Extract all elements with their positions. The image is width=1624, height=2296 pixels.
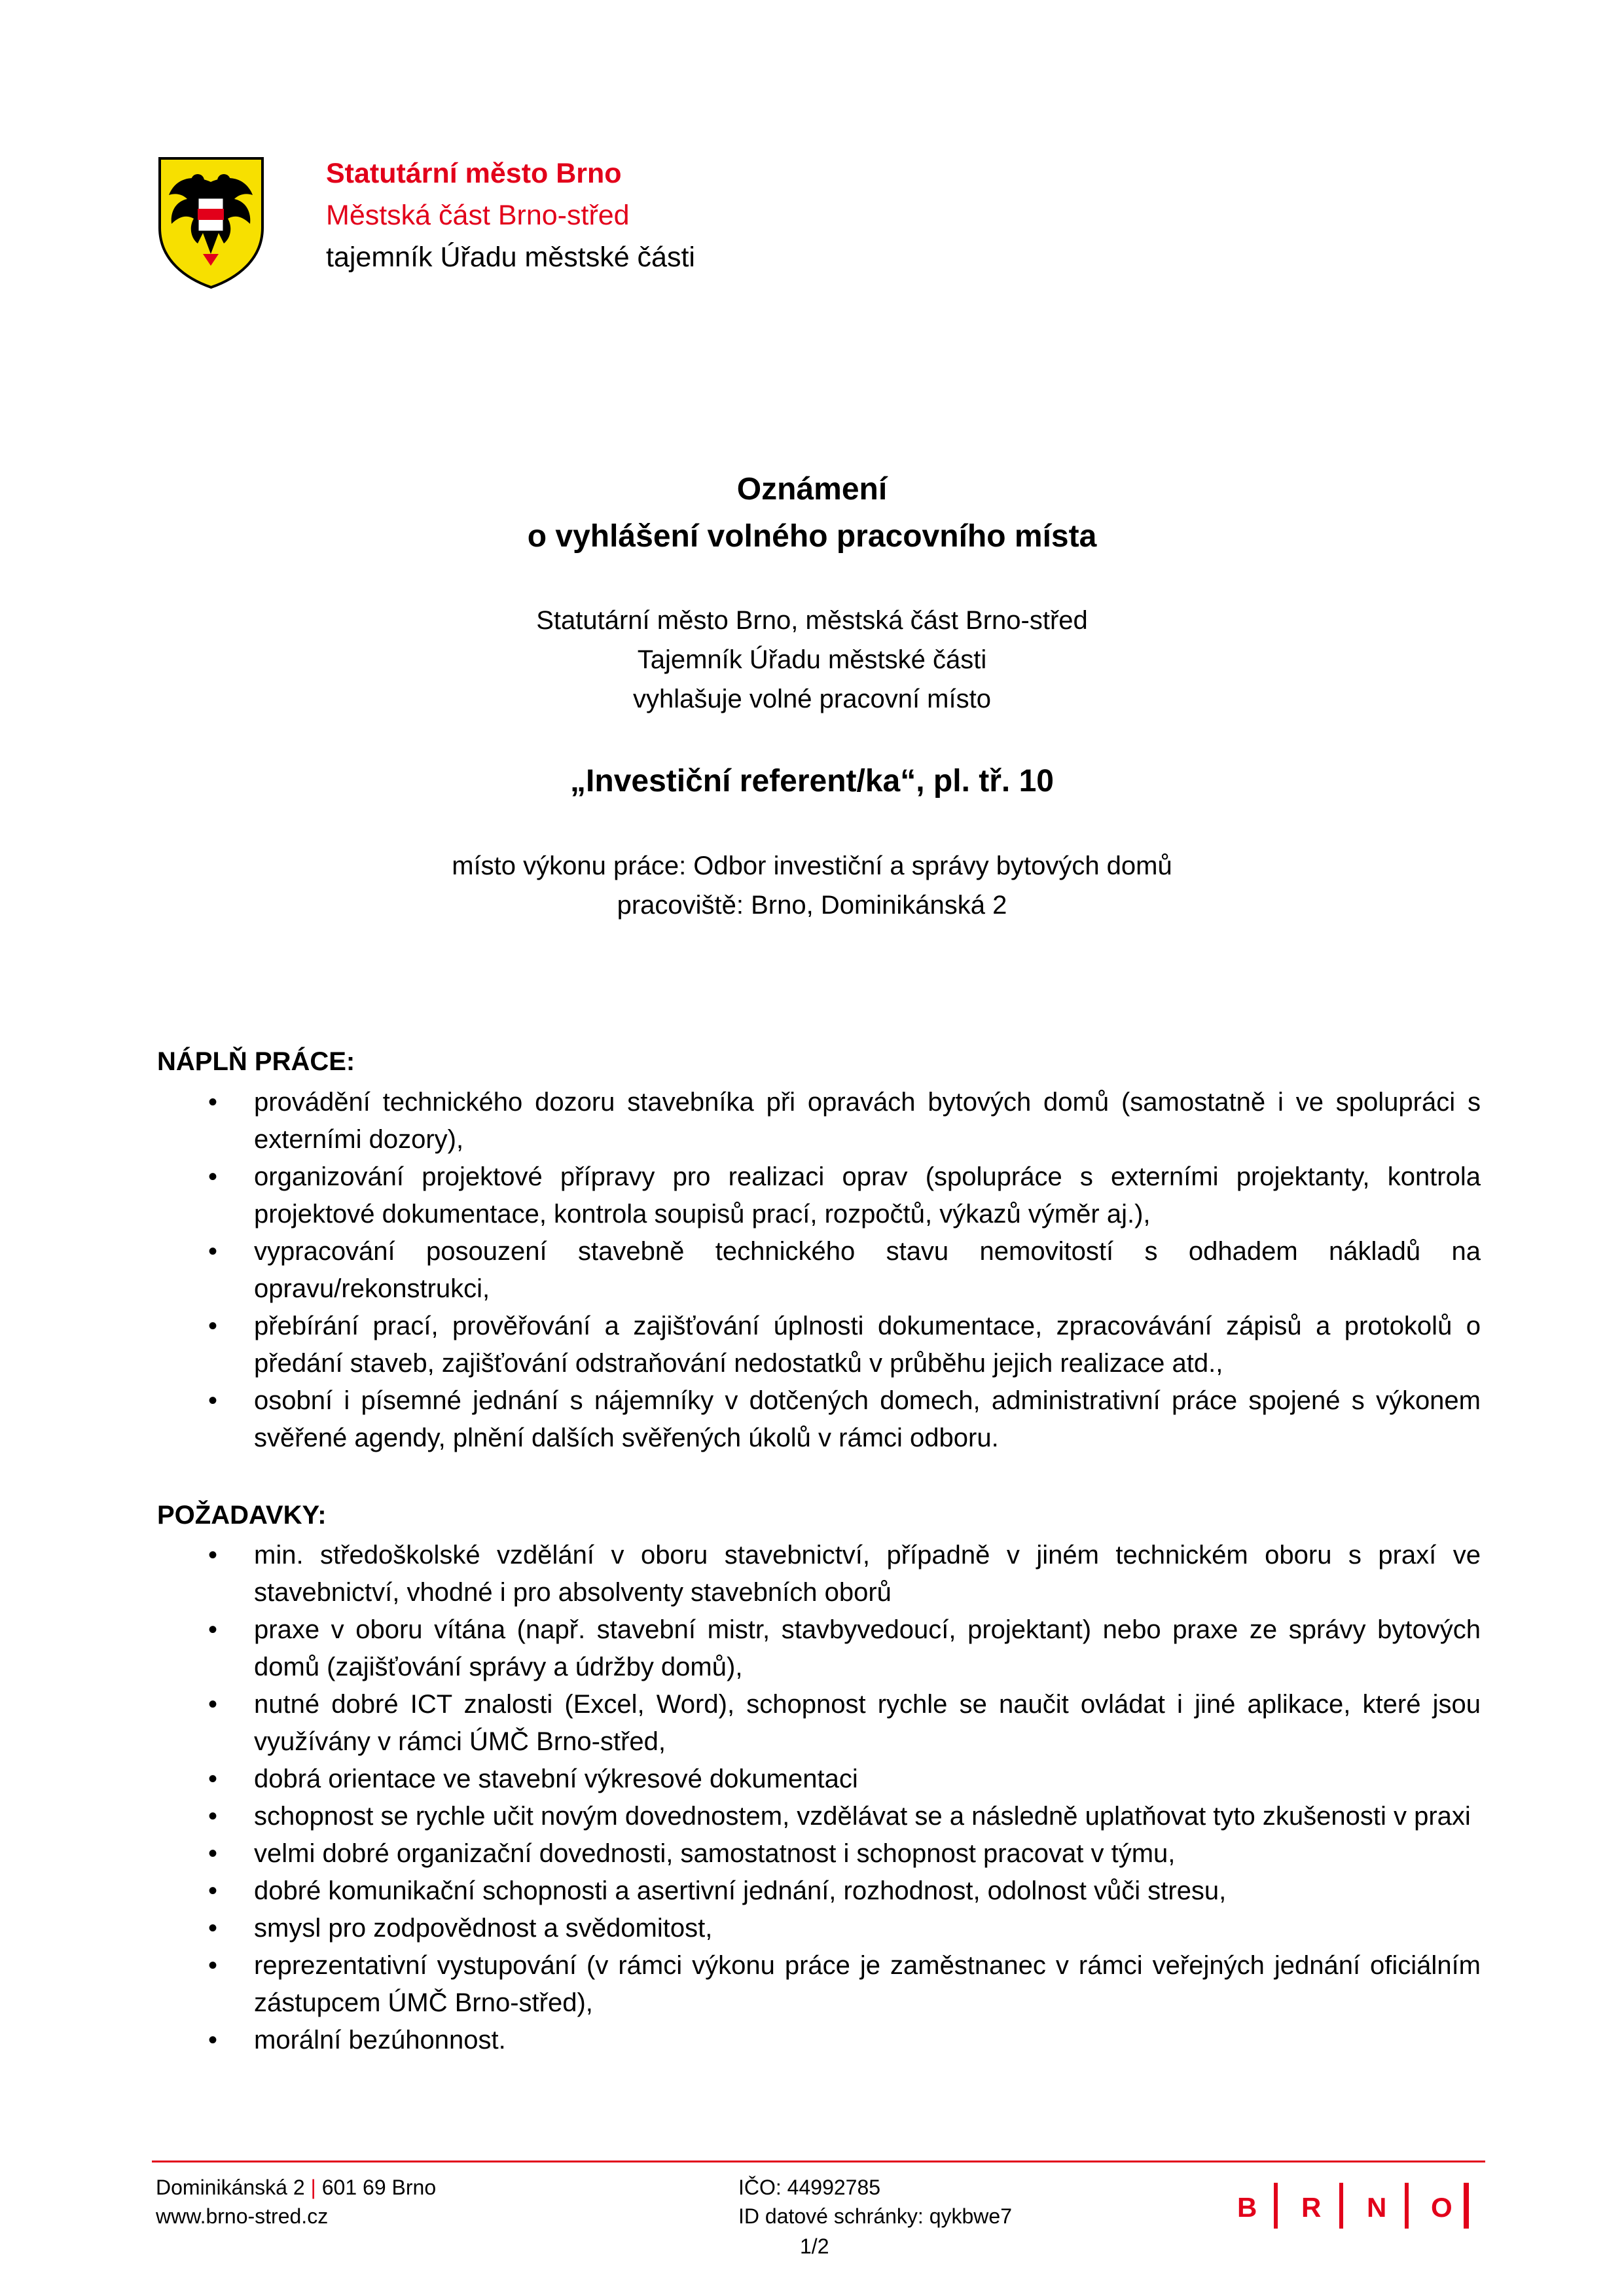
duties-list [157,1084,1481,1457]
requirement-item [157,1910,1481,1947]
duty-item-text: přebírání prací, prověřování a zajišťování úplnosti dokumentace, zpracovávání zápisů a protokolů o předání staveb, zajišťování odstraňování nedostatků v průběhu jejich realizace atd., [254,1312,1481,1378]
duty-item-text: provádění technického dozoru stavebníka při opravách bytových domů (samostatně i ve spolupráci s externími dozory), [254,1088,1481,1154]
requirement-item-text: velmi dobré organizační dovednosti, samostatnost i schopnost pracovat v týmu, [254,1839,1176,1868]
workplace-department: místo výkonu práce: Odbor investiční a správy bytových domů [452,852,1172,880]
requirement-item [157,1537,1481,1611]
requirement-item [157,1947,1481,2022]
footer-databox: ID datové schránky: qykbwe7 [738,2204,1012,2228]
duty-item-text: vypracování posouzení stavebně technického stavu nemovitostí s odhadem nákladů na opravu/rekonstrukci, [254,1237,1481,1303]
intro-line-3: vyhlašuje volné pracovní místo [633,685,991,713]
requirement-item-text: smysl pro zodpovědnost a svědomitost, [254,1914,713,1943]
bullet-icon: • [208,1237,218,1266]
duty-item-text: organizování projektové přípravy pro realizaci oprav (spolupráce s externími projektanty, kontrola projektové dokumentace, kontrola soupisů prací, rozpočtů, výkazů výměr aj.), [254,1162,1481,1229]
bullet-icon: • [208,1839,218,1868]
bullet-icon: • [208,1876,218,1905]
bullet-icon: • [208,1951,218,1980]
duty-item [157,1308,1481,1382]
logo-bar [1464,2183,1469,2229]
brno-logo [1237,2176,1476,2235]
document-title: Oznámení [736,472,888,507]
requirements-heading: POŽADAVKY: [157,1501,327,1530]
footer-street: Dominikánská 2 [156,2176,305,2199]
bullet-icon: • [208,1914,218,1943]
requirement-item-text: min. středoškolské vzdělání v oboru stavebnictví, případně v jiném technickém oboru s praxí ve stavebnictví, vhodné i pro absolventy stavebních oborů [254,1541,1481,1607]
logo-letter-b: B [1237,2192,1257,2223]
bullet-icon: • [208,1386,218,1415]
bullet-icon: • [208,1541,218,1570]
page-number: 1/2 [800,2234,829,2258]
logo-letter-o: O [1431,2192,1453,2223]
requirement-item [157,1761,1481,1798]
requirement-item [157,1873,1481,1910]
requirement-item [157,1686,1481,1761]
logo-bar [1405,2183,1409,2229]
bullet-icon: • [208,1765,218,1793]
duty-item [157,1158,1481,1233]
logo-bar [1339,2183,1343,2229]
requirements-list [157,1537,1481,2059]
duty-item-text: osobní i písemné jednání s nájemníky v dotčených domech, administrativní práce spojené s výkonem svěřené agendy, plnění dalších svěřených úkolů v rámci odboru. [254,1386,1481,1452]
requirement-item [157,1798,1481,1835]
footer-address [156,2173,436,2202]
brno-coat-of-arms-icon [157,156,265,290]
position-title: „Investiční referent/ka“, pl. tř. 10 [570,764,1054,798]
logo-bar [1274,2183,1278,2229]
requirement-item [157,2022,1481,2059]
document-subtitle: o vyhlášení volného pracovního místa [527,519,1097,554]
footer-website-link[interactable]: www.brno-stred.cz [156,2204,329,2228]
bullet-icon: • [208,1615,218,1644]
footer-ico: IČO: 44992785 [738,2176,881,2199]
requirement-item-text: nutné dobré ICT znalosti (Excel, Word), schopnost rychle se naučit ovládat i jiné aplikace, které jsou využívány v rámci ÚMČ Brno-střed, [254,1690,1481,1756]
duty-item [157,1084,1481,1158]
header-office-name: tajemník Úřadu městské části [326,242,695,273]
requirement-item-text: dobrá orientace ve stavební výkresové dokumentaci [254,1765,858,1793]
requirement-item-text: dobré komunikační schopnosti a asertivní jednání, rozhodnost, odolnost vůči stresu, [254,1876,1227,1905]
requirement-item-text: reprezentativní vystupování (v rámci výkonu práce je zaměstnanec v rámci veřejných jednání oficiálním zástupcem ÚMČ Brno-střed), [254,1951,1481,2017]
logo-letter-r: R [1301,2192,1322,2223]
workplace-address: pracoviště: Brno, Dominikánská 2 [617,891,1007,920]
requirement-item-text: praxe v oboru vítána (např. stavební mistr, stavbyvedoucí, projektant) nebo praxe ze správy bytových domů (zajišťování správy a údržby domů), [254,1615,1481,1681]
header-district-name: Městská část Brno-střed [326,200,630,231]
bullet-icon: • [208,1802,218,1831]
requirement-item [157,1611,1481,1686]
logo-letter-n: N [1367,2192,1387,2223]
bullet-icon: • [208,1312,218,1340]
intro-line-1: Statutární město Brno, městská část Brno-střed [536,606,1088,635]
requirement-item-text: morální bezúhonnost. [254,2026,506,2054]
duties-heading: NÁPLŇ PRÁCE: [157,1047,355,1076]
footer-divider [152,2161,1485,2162]
requirement-item-text: schopnost se rychle učit novým dovednostem, vzdělávat se a následně uplatňovat tyto zkušenosti v praxi [254,1802,1471,1831]
bullet-icon: • [208,1088,218,1117]
footer-separator: | [310,2176,316,2199]
bullet-icon: • [208,1690,218,1719]
bullet-icon: • [208,1162,218,1191]
footer-city: 601 69 Brno [321,2176,437,2199]
requirement-item [157,1835,1481,1873]
duty-item [157,1233,1481,1308]
bullet-icon: • [208,2026,218,2054]
duty-item [157,1382,1481,1457]
intro-line-2: Tajemník Úřadu městské části [637,645,987,674]
header-city-name: Statutární město Brno [326,158,622,189]
